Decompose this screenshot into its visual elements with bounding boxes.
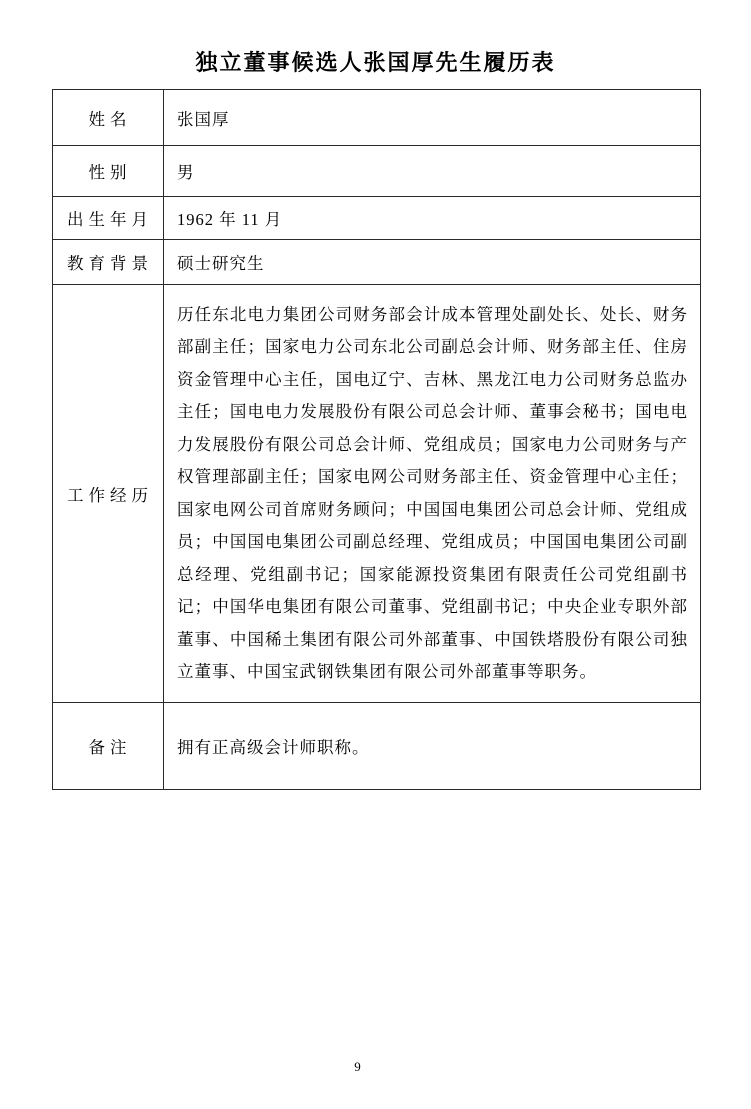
- resume-table: [52, 89, 701, 790]
- field-value-birth-date: 1962 年 11 月: [164, 197, 701, 240]
- field-label-gender: 性别: [53, 146, 164, 197]
- field-value-work-experience: 历任东北电力集团公司财务部会计成本管理处副处长、处长、财务部副主任；国家电力公司东北公司副总会计师、财务部主任、住房资金管理中心主任，国电辽宁、吉林、黑龙江电力公司财务总监办主任；国电电力发展股份有限公司总会计师、董事会秘书；国电电力发展股份有限公司总会计师、党组成员；国家电力公司财务与产权管理部副主任；国家电网公司财务部主任、资金管理中心主任；国家电网公司首席财务顾问；中国国电集团公司总会计师、党组成员；中国国电集团公司副总经理、党组成员；中国国电集团公司副总经理、党组副书记；国家能源投资集团有限责任公司党组副书记；中国华电集团有限公司董事、党组副书记；中央企业专职外部董事、中国稀土集团有限公司外部董事、中国铁塔股份有限公司独立董事、中国宝武钢铁集团有限公司外部董事等职务。: [164, 285, 701, 703]
- field-value-education: 硕士研究生: [164, 240, 701, 285]
- field-value-name: 张国厚: [164, 90, 701, 146]
- field-label-education: 教育背景: [53, 240, 164, 285]
- field-label-remarks: 备注: [53, 703, 164, 790]
- table-row-birth-date: [53, 197, 701, 240]
- field-label-birth-date: 出生年月: [53, 197, 164, 240]
- table-row-gender: [53, 146, 701, 197]
- table-row-education: [53, 240, 701, 285]
- page-title: 独立董事候选人张国厚先生履历表: [195, 50, 556, 75]
- field-value-gender: 男: [164, 146, 701, 197]
- page-number: 9: [354, 1059, 361, 1074]
- field-value-remarks: 拥有正高级会计师职称。: [164, 703, 701, 790]
- table-row-remarks: [53, 703, 701, 790]
- field-label-work-experience: 工作经历: [53, 285, 164, 703]
- field-label-name: 姓名: [53, 90, 164, 146]
- table-row-name: [53, 90, 701, 146]
- table-row-work-experience: [53, 285, 701, 703]
